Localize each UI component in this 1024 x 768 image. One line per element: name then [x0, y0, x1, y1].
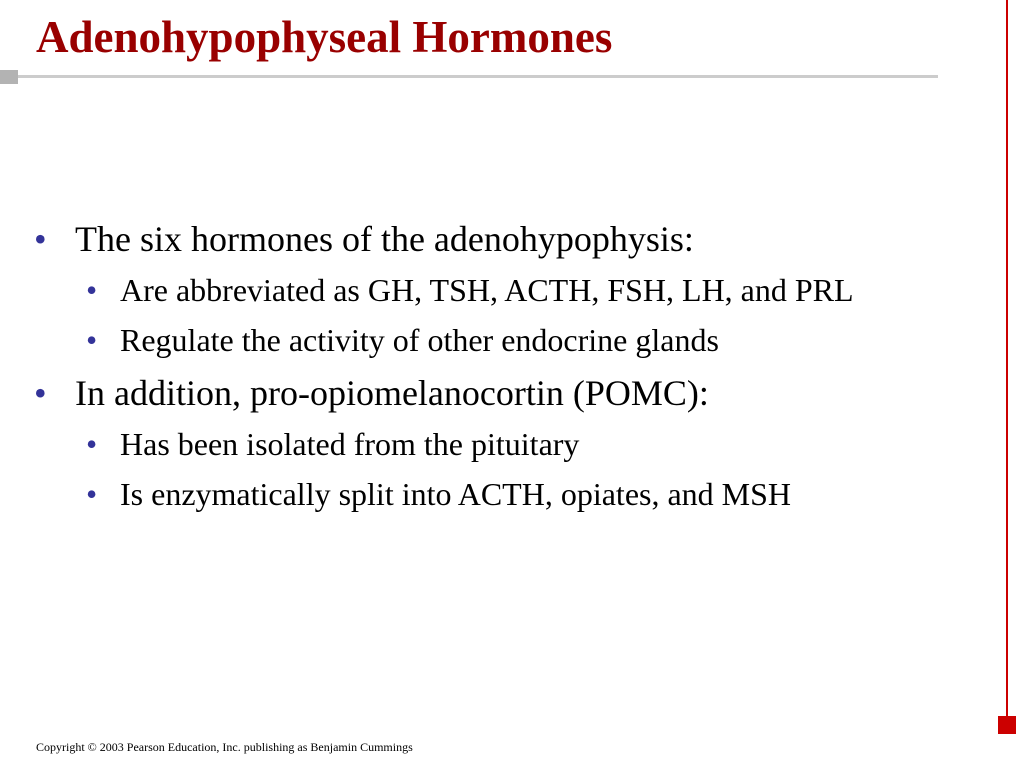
sub-bullet-item [30, 476, 970, 514]
sub-bullet-text: Are abbreviated as GH, TSH, ACTH, FSH, LH, and PRL [120, 272, 854, 309]
bottom-right-square [998, 716, 1016, 734]
bullet-marker: • [34, 219, 47, 259]
sub-bullet-marker: • [86, 272, 98, 309]
slide-content [30, 218, 970, 526]
slide-title: Adenohypophyseal Hormones [36, 12, 613, 62]
sub-bullet-text: Has been isolated from the pituitary [120, 426, 580, 463]
sub-bullet-marker: • [86, 426, 98, 463]
right-accent-rule [1006, 0, 1008, 716]
bullet-marker: • [34, 372, 47, 413]
bullet-text: In addition, pro-opiomelanocortin (POMC): [75, 372, 709, 413]
bullet-text: The six hormones of the adenohypophysis: [75, 219, 694, 259]
bullet-item [30, 372, 970, 414]
bullet-item [30, 218, 970, 260]
sub-bullet-item [30, 426, 970, 464]
title-divider [18, 75, 938, 78]
copyright-footer: Copyright © 2003 Pearson Education, Inc. publishing as Benjamin Cummings [36, 740, 413, 754]
title-corner-square [0, 70, 18, 84]
sub-bullet-text: Regulate the activity of other endocrine glands [120, 322, 719, 359]
sub-bullet-text: Is enzymatically split into ACTH, opiates, and MSH [120, 476, 792, 513]
sub-bullet-item [30, 322, 970, 360]
sub-bullet-marker: • [86, 476, 98, 513]
sub-bullet-item [30, 272, 970, 310]
sub-bullet-marker: • [86, 322, 98, 359]
